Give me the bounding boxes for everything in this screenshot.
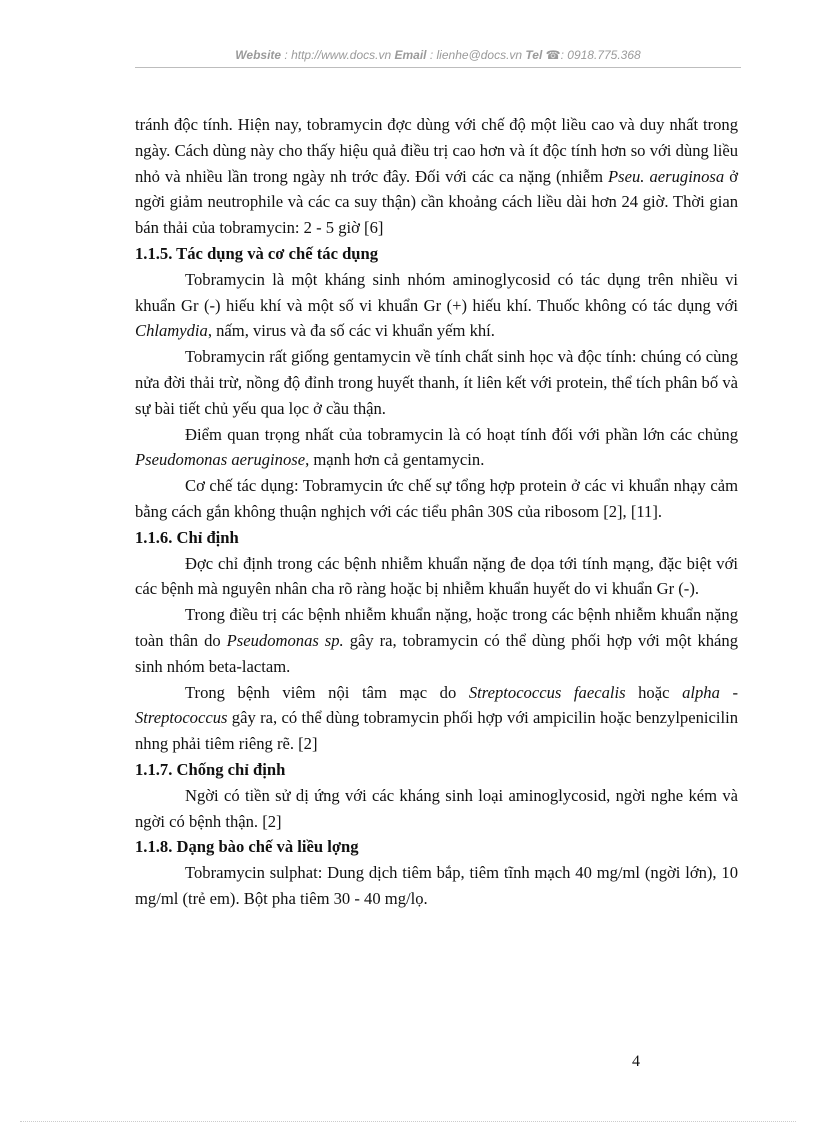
header-tel-label: Tel: [525, 48, 543, 62]
header-website-label: Website: [235, 48, 282, 62]
paragraph: Tobramycin là một kháng sinh nhóm aminoglycosid có tác dụng trên nhiều vi khuẩn Gr (-) hiếu khí và một số vi khuẩn Gr (+) hiếu khí. Thuốc không có tác dụng với Chlamydia, nấm, virus và đa số các vi khuẩn yếm khí.: [135, 269, 738, 341]
section-heading-1-1-5: 1.1.5. Tác dụng và cơ chế tác dụng: [135, 243, 379, 263]
page-header: [135, 48, 741, 62]
document-body: [135, 112, 738, 912]
section-heading-1-1-8: 1.1.8. Dạng bào chế và liều lợng: [135, 837, 359, 857]
paragraph: Trong điều trị các bệnh nhiễm khuẩn nặng, hoặc trong các bệnh nhiễm khuẩn nặng toàn thân do Pseudomonas sp. gây ra, tobramycin có thể dùng phối hợp với một kháng sinh nhóm beta-lactam.: [135, 605, 739, 676]
paragraph: Ngời có tiền sử dị ứng với các kháng sinh loại aminoglycosid, ngời nghe kém và ngời có bệnh thận. [2]: [135, 785, 738, 831]
paragraph: Tobramycin rất giống gentamycin về tính chất sinh học và độc tính: chúng có cùng nửa đời thải trừ, nồng độ đỉnh trong huyết thanh, ít liên kết với protein, thể tích phân bố và sự bài tiết chủ yếu qua lọc ở cầu thận.: [135, 347, 738, 418]
footer-divider: [20, 1121, 796, 1122]
paragraph: Đợc chỉ định trong các bệnh nhiễm khuẩn nặng đe dọa tới tính mạng, đặc biệt với các bệnh mà nguyên nhân cha rõ ràng hoặc bị nhiễm khuẩn huyết do vi khuẩn Gr (-).: [135, 553, 738, 599]
paragraph: Tobramycin sulphat: Dung dịch tiêm bắp, tiêm tĩnh mạch 40 mg/ml (ngời lớn), 10 mg/ml (trẻ em). Bột pha tiêm 30 - 40 mg/lọ.: [135, 863, 738, 908]
paragraph: Cơ chế tác dụng: Tobramycin ức chế sự tổng hợp protein ở các vi khuẩn nhạy cảm bằng cách gắn không thuận nghịch với các tiểu phân 30S của ribosom [2], [11].: [135, 476, 738, 521]
header-tel-value: ☎: 0918.775.368: [545, 48, 641, 62]
header-email-label: Email: [394, 48, 427, 62]
header-email-value: : lienhe@docs.vn: [429, 48, 523, 62]
section-heading-1-1-6: 1.1.6. Chỉ định: [135, 527, 239, 547]
section-heading-1-1-7: 1.1.7. Chống chỉ định: [135, 759, 286, 779]
paragraph: Trong bệnh viêm nội tâm mạc do Streptococcus faecalis hoặc alpha - Streptococcus gây ra, có thể dùng tobramycin phối hợp với ampicilin hoặc benzylpenicilin nhng phải tiêm riêng rẽ. [2]: [135, 682, 738, 754]
page-number: 4: [632, 1053, 640, 1070]
paragraph: Điểm quan trọng nhất của tobramycin là có hoạt tính đối với phần lớn các chủng Pseudomonas aeruginose, mạnh hơn cả gentamycin.: [135, 424, 738, 470]
paragraph: tránh độc tính. Hiện nay, tobramycin đợc dùng với chế độ một liều cao và duy nhất trong ngày. Cách dùng này cho thấy hiệu quả điều trị cao hơn và ít độc tính hơn so với dùng liều nhỏ và nhiều lần trong ngày nh trớc đây. Đối với các ca nặng (nhiễm Pseu. aeruginosa ở ngời giảm neutrophile và các ca suy thận) cần khoảng cách liều dài hơn 24 giờ. Thời gian bán thải của tobramycin: 2 - 5 giờ [6]: [135, 115, 738, 238]
header-website-value: : http://www.docs.vn: [284, 48, 392, 62]
header-divider: [135, 67, 741, 68]
